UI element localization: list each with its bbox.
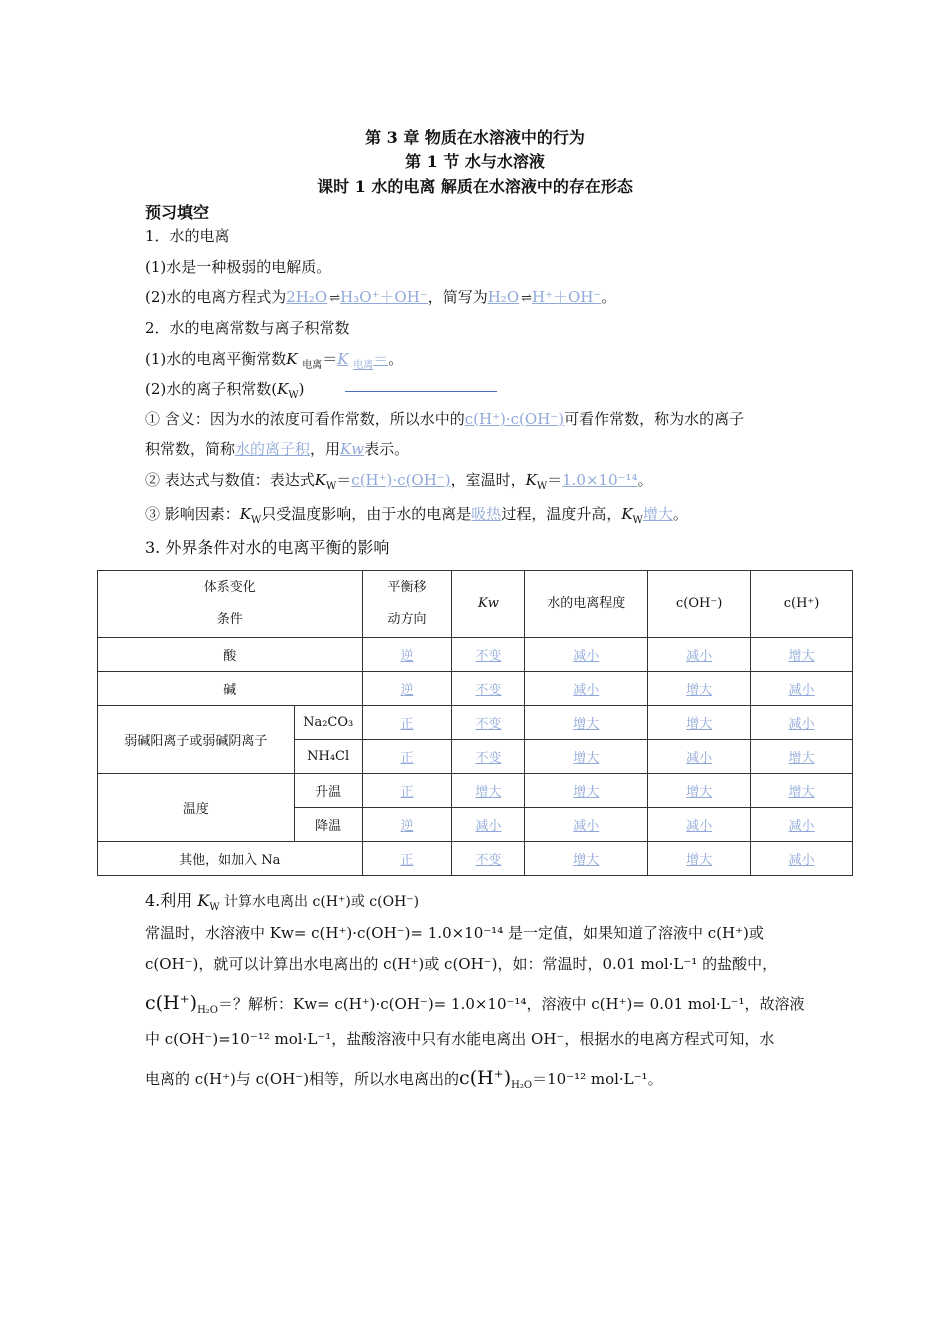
table-cell	[452, 774, 525, 808]
header-h: c(H⁺)	[751, 571, 853, 638]
equals-sign: ＝	[322, 350, 338, 368]
text: 只受温度影响，由于水的电离是	[261, 505, 472, 523]
row-condition: 酸	[98, 638, 363, 672]
s2-expression-line	[145, 469, 653, 491]
table-cell	[525, 774, 648, 808]
answer-blank: 增大	[573, 717, 600, 732]
s2-p1-prefix: (1)水的电离平衡常数	[145, 350, 287, 368]
table-cell	[362, 740, 452, 774]
table-cell	[362, 808, 452, 842]
answer-subscript: 电离	[353, 360, 374, 371]
answer-blank: 减小	[686, 649, 713, 664]
answer-blank: 增大	[788, 751, 815, 766]
table-cell	[751, 672, 853, 706]
answer-blank: c(H⁺)·c(OH⁻)	[464, 410, 565, 428]
kw-subscript: W	[632, 515, 643, 526]
answer-blank: 增大	[686, 785, 713, 800]
period: 。	[388, 350, 404, 368]
table-cell	[525, 638, 648, 672]
kw-symbol: K	[525, 471, 537, 489]
row-subcondition: 降温	[294, 808, 362, 842]
s2-factor-line	[145, 503, 688, 525]
answer-blank: 不变	[475, 853, 502, 868]
header-condition	[98, 571, 363, 638]
text: 积常数，简称	[145, 440, 236, 458]
table-cell	[648, 740, 751, 774]
answer-blank: 减小	[475, 819, 502, 834]
s1-p2	[145, 286, 616, 310]
table-cell	[751, 740, 853, 774]
s3-heading: 3. 外界条件对水的电离平衡的影响	[145, 538, 390, 557]
answer-blank: 增大	[573, 853, 600, 868]
text: 可看作常数，称为水的离子	[564, 410, 745, 428]
s1-p2-mid: ，简写为	[427, 288, 488, 306]
kw-subscript: W	[288, 390, 299, 401]
answer-blank: 正	[400, 751, 414, 766]
table-cell	[648, 638, 751, 672]
row-condition: 碱	[98, 672, 363, 706]
k-symbol: K	[286, 350, 298, 368]
kw-subscript: W	[536, 481, 548, 492]
table-cell	[452, 740, 525, 774]
table-cell	[452, 638, 525, 672]
row-subcondition: Na₂CO₃	[294, 706, 362, 740]
answer-blank: 减小	[788, 853, 815, 868]
table-cell	[648, 672, 751, 706]
section-title: 第 1 节 水与水溶液	[405, 152, 545, 171]
table-cell	[751, 774, 853, 808]
text: ，室温时，	[450, 471, 526, 489]
s4-line1: 常温时，水溶液中 Kw= c(H⁺)·c(OH⁻)= 1.0×10⁻¹⁴ 是一定值，如果知道了溶液中 c(H⁺)或	[145, 924, 764, 942]
close-paren: )	[298, 380, 305, 398]
table-header-row	[98, 571, 853, 638]
s2-heading: 2．水的电离常数与离子积常数	[145, 319, 350, 337]
row-condition: 温度	[98, 774, 295, 842]
text: 电离的 c(H⁺)与 c(OH⁻)相等，所以水电离出的	[145, 1070, 460, 1088]
table-cell	[751, 808, 853, 842]
row-condition: 其他，如加入 Na	[98, 842, 363, 876]
answer-blank: 减小	[573, 649, 600, 664]
answer-blank: c(H⁺)·c(OH⁻)	[351, 471, 451, 489]
kw-subscript: W	[326, 481, 337, 492]
answer-blank: 不变	[475, 751, 502, 766]
text: ＝？解析：Kw= c(H⁺)·c(OH⁻)= 1.0×10⁻¹⁴，溶液中 c(H⁺)= 0.01 mol·L⁻¹，故溶液	[218, 995, 805, 1013]
chapter-title: 第 3 章 物质在水溶液中的行为	[365, 128, 585, 147]
answer-blank: 减小	[686, 751, 713, 766]
s2-p1	[145, 348, 403, 370]
s4-heading	[145, 890, 419, 913]
kw-subscript: W	[209, 902, 220, 914]
header-text: 动方向	[387, 612, 427, 627]
answer-blank: Kw	[340, 440, 365, 458]
k-subscript: 电离	[302, 360, 323, 371]
answer-blank: K	[337, 350, 349, 368]
s2-meaning-line1	[145, 408, 744, 430]
table-cell	[452, 842, 525, 876]
answer-blank: 增大	[788, 649, 815, 664]
answer-blank: 逆	[400, 649, 414, 664]
preview-heading: 预习填空	[145, 203, 210, 222]
s1-p2-end: 。	[601, 288, 617, 306]
header-text: 条件	[216, 612, 243, 627]
answer-blank: 减小	[788, 683, 815, 698]
answer-blank: 水的离子积	[235, 440, 311, 458]
kw-symbol: K	[277, 380, 289, 398]
table-row	[98, 638, 853, 672]
answer-blank: 减小	[788, 717, 815, 732]
answer-blank: 减小	[788, 819, 815, 834]
table-cell	[362, 672, 452, 706]
answer-blank: 吸热	[471, 505, 502, 523]
s2-meaning-line2	[145, 438, 409, 460]
s2-p2	[145, 378, 304, 400]
equilibrium-arrow-icon: ⇌	[521, 291, 531, 306]
table-cell	[525, 842, 648, 876]
row-subcondition: 升温	[294, 774, 362, 808]
table-cell	[525, 808, 648, 842]
table-cell	[362, 638, 452, 672]
table-cell	[452, 672, 525, 706]
answer-blank: 增大	[686, 853, 713, 868]
answer-blank: 不变	[475, 717, 502, 732]
table-cell	[525, 706, 648, 740]
table-cell	[362, 706, 452, 740]
answer-blank: H₂O	[487, 288, 520, 306]
table-cell	[648, 706, 751, 740]
water-ionization-table	[97, 570, 853, 876]
s1-heading: 1．水的电离	[145, 227, 230, 245]
answer-blank: 2H₂O	[286, 288, 328, 306]
answer-blank: 增大	[573, 785, 600, 800]
table-cell	[648, 774, 751, 808]
answer-blank: 正	[400, 785, 414, 800]
s4-line2: c(OH⁻)，就可以计算出水电离出的 c(H⁺)或 c(OH⁻)，如：常温时，0.01 mol·L⁻¹ 的盐酸中，	[145, 955, 778, 973]
answer-equals: ＝	[373, 350, 389, 368]
text: 4.利用	[145, 891, 198, 910]
kw-symbol: K	[314, 471, 326, 489]
table-cell	[362, 774, 452, 808]
table-row	[98, 672, 853, 706]
text: 过程，温度升高，	[501, 505, 622, 523]
row-condition: 弱碱阳离子或弱碱阴离子	[98, 706, 295, 774]
answer-blank: 逆	[400, 683, 414, 698]
s4-line4: 中 c(OH⁻)=10⁻¹² mol·L⁻¹，盐酸溶液中只有水能电离出 OH⁻，根据水的电离方程式可知，水	[145, 1030, 775, 1048]
answer-blank: 增大	[642, 505, 673, 523]
table-cell	[362, 842, 452, 876]
equilibrium-arrow-icon: ⇌	[329, 291, 339, 306]
s1-p2-prefix: (2)水的电离方程式为	[145, 288, 287, 306]
answer-blank: 逆	[400, 819, 414, 834]
s1-p1: (1)水是一种极弱的电解质。	[145, 258, 332, 276]
kw-symbol: K	[621, 505, 633, 523]
text: ③ 影响因素：	[145, 505, 240, 523]
header-text: 体系变化	[203, 580, 256, 595]
period: 。	[637, 471, 653, 489]
answer-blank: H⁺＋OH⁻	[532, 288, 602, 306]
period: 。	[672, 505, 688, 523]
header-direction	[362, 571, 452, 638]
table-cell	[648, 808, 751, 842]
header-degree: 水的电离程度	[525, 571, 648, 638]
table-row	[98, 842, 853, 876]
s4-line5	[145, 1067, 663, 1090]
s4-line3	[145, 992, 805, 1015]
table-cell	[751, 638, 853, 672]
header-kw: Kw	[452, 571, 525, 638]
text: ，用	[310, 440, 341, 458]
table-cell	[525, 672, 648, 706]
answer-blank: 增大	[686, 683, 713, 698]
table-cell	[751, 706, 853, 740]
text: ② 表达式与数值：表达式	[145, 471, 315, 489]
text: 表示。	[364, 440, 410, 458]
answer-blank: 正	[400, 717, 414, 732]
header-oh: c(OH⁻)	[648, 571, 751, 638]
answer-blank: 减小	[686, 819, 713, 834]
h2o-subscript: H₂O	[511, 1080, 533, 1091]
answer-blank: 减小	[573, 683, 600, 698]
answer-blank: 正	[400, 853, 414, 868]
answer-blank: 1.0×10⁻¹⁴	[562, 471, 638, 489]
table-cell	[525, 740, 648, 774]
answer-blank: 增大	[788, 785, 815, 800]
answer-blank: H₃O⁺＋OH⁻	[340, 288, 428, 306]
table-row	[98, 774, 853, 808]
text: ① 含义：因为水的浓度可看作常数，所以水中的	[145, 410, 465, 428]
answer-blank: 增大	[475, 785, 502, 800]
equals-sign: ＝	[336, 471, 352, 489]
text: ＝10⁻¹² mol·L⁻¹。	[532, 1070, 663, 1088]
table-cell	[648, 842, 751, 876]
text: 计算水电离出 c(H⁺)或 c(OH⁻)	[219, 894, 420, 910]
answer-blank: 增大	[573, 751, 600, 766]
s2-p2-text: (2)水的离子积常数(	[145, 380, 278, 398]
answer-blank: 不变	[475, 649, 502, 664]
h2o-subscript: H₂O	[197, 1005, 219, 1016]
answer-blank: 增大	[686, 717, 713, 732]
row-subcondition: NH₄Cl	[294, 740, 362, 774]
equals-sign: ＝	[547, 471, 563, 489]
table-cell	[452, 808, 525, 842]
c-h-symbol: c(H⁺)	[459, 1067, 512, 1089]
kw-symbol: K	[239, 505, 251, 523]
table-cell	[452, 706, 525, 740]
table-cell	[751, 842, 853, 876]
table-row	[98, 706, 853, 740]
answer-blank: 减小	[573, 819, 600, 834]
kw-subscript: W	[251, 515, 262, 526]
header-text: 平衡移	[387, 580, 427, 595]
answer-underline	[345, 391, 497, 392]
answer-blank: 不变	[475, 683, 502, 698]
c-h-symbol: c(H⁺)	[145, 992, 198, 1014]
kw-symbol: K	[197, 891, 210, 910]
lesson-title: 课时 1 水的电离 解质在水溶液中的存在形态	[317, 177, 633, 196]
